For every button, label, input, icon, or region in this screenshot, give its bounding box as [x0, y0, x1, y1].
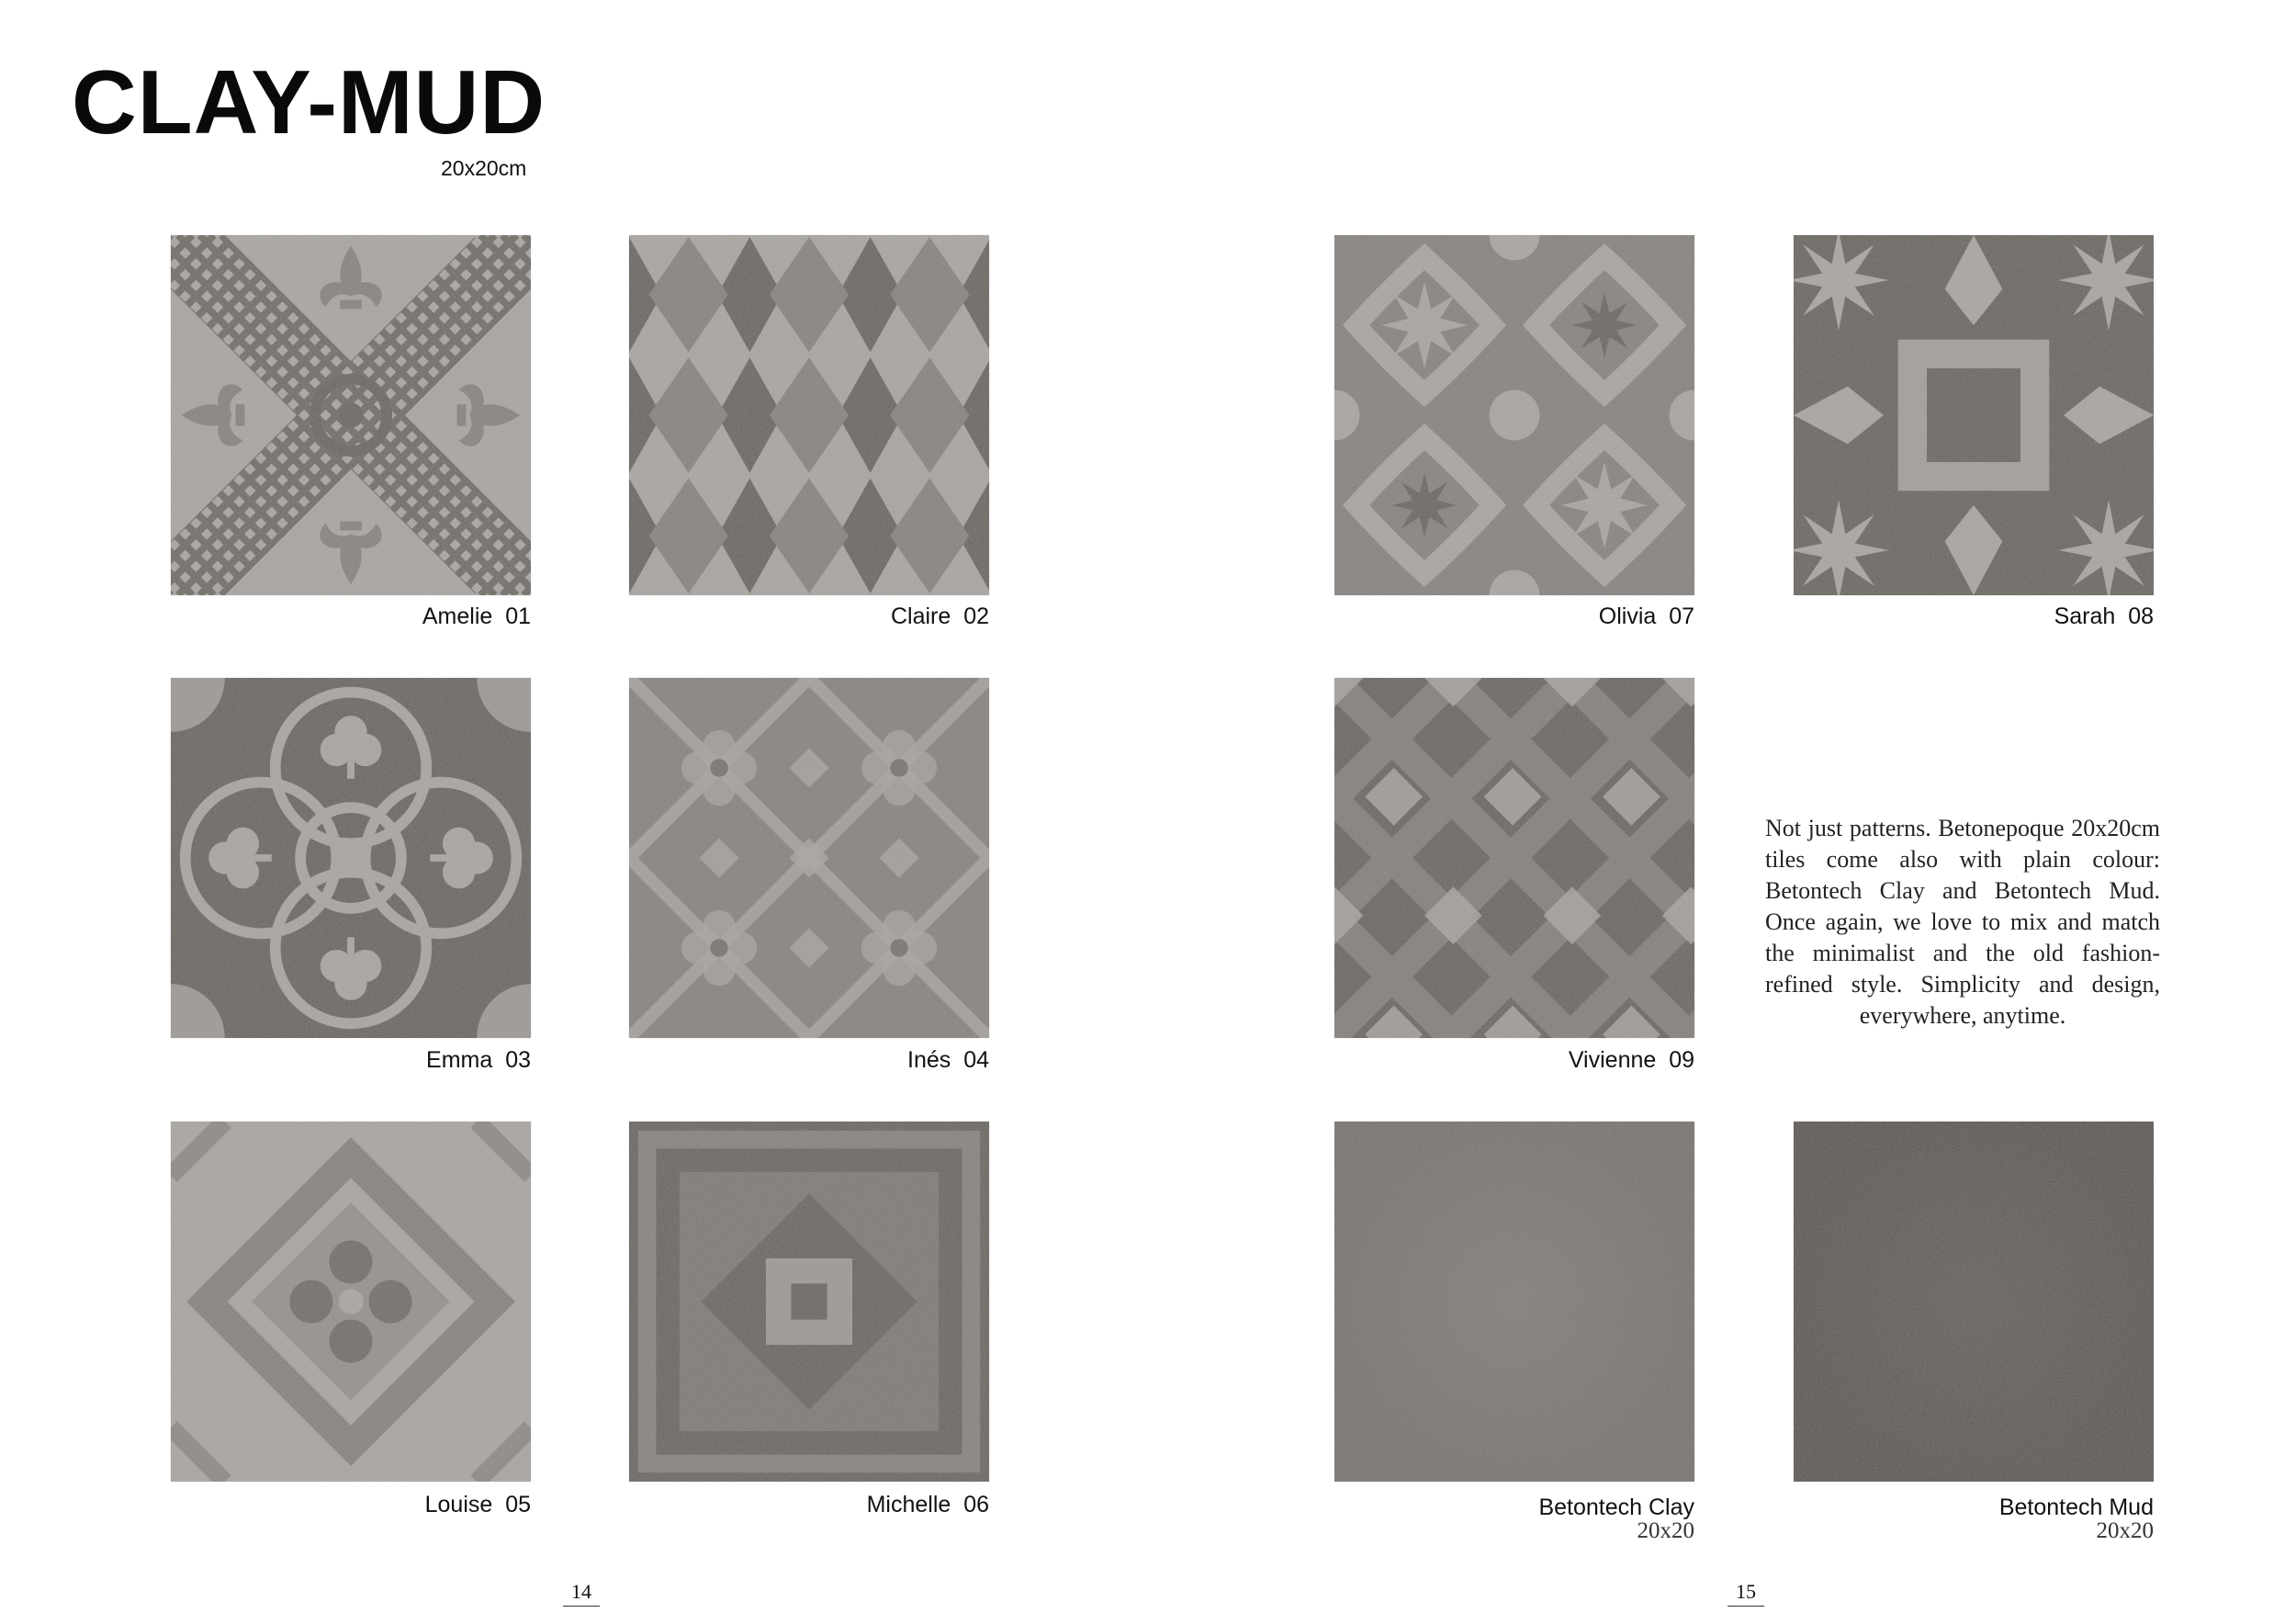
page-title: CLAY-MUD	[72, 51, 546, 152]
tile-label-emma: Emma 03	[426, 1047, 531, 1073]
page-number-left: 14	[563, 1582, 600, 1607]
tile-michelle	[629, 1122, 989, 1482]
tile-emma	[171, 678, 531, 1038]
tile-betontech-mud	[1794, 1122, 2154, 1482]
tile-label-sarah: Sarah 08	[2054, 603, 2154, 629]
tile-sarah	[1794, 235, 2154, 595]
tile-louise	[171, 1122, 531, 1482]
tile-claire	[629, 235, 989, 595]
tile-label-michelle: Michelle 06	[866, 1492, 989, 1517]
tile-label-amelie: Amelie 01	[422, 603, 531, 629]
tile-betontech-clay	[1334, 1122, 1694, 1482]
tile-amelie	[171, 235, 531, 595]
tile-size-betontech-clay: 20x20	[1637, 1518, 1694, 1543]
tile-ines	[629, 678, 989, 1038]
tile-label-betontech-mud: Betontech Mud	[1998, 1494, 2154, 1520]
collection-description: Not just patterns. Betonepoque 20x20cm tiles come also with plain colour: Betontech Clay and Betontech Mud. Once again, we love to mix and match the minimalist and the old fashion-refined style. Simplicity and design, everywhere, anytime.	[1765, 815, 2160, 1029]
tile-label-olivia: Olivia 07	[1598, 603, 1694, 629]
tile-label-vivienne: Vivienne 09	[1568, 1047, 1694, 1073]
tile-label-ines: Inés 04	[907, 1047, 989, 1073]
tile-size-betontech-mud: 20x20	[2096, 1518, 2154, 1543]
tile-olivia	[1334, 235, 1694, 595]
tile-label-louise: Louise 05	[424, 1492, 531, 1517]
tile-label-betontech-clay: Betontech Clay	[1538, 1494, 1694, 1520]
tile-label-claire: Claire 02	[890, 603, 989, 629]
tile-size-subtitle: 20x20cm	[441, 156, 527, 180]
tile-vivienne	[1334, 678, 1694, 1038]
page-number-right: 15	[1728, 1582, 1764, 1607]
